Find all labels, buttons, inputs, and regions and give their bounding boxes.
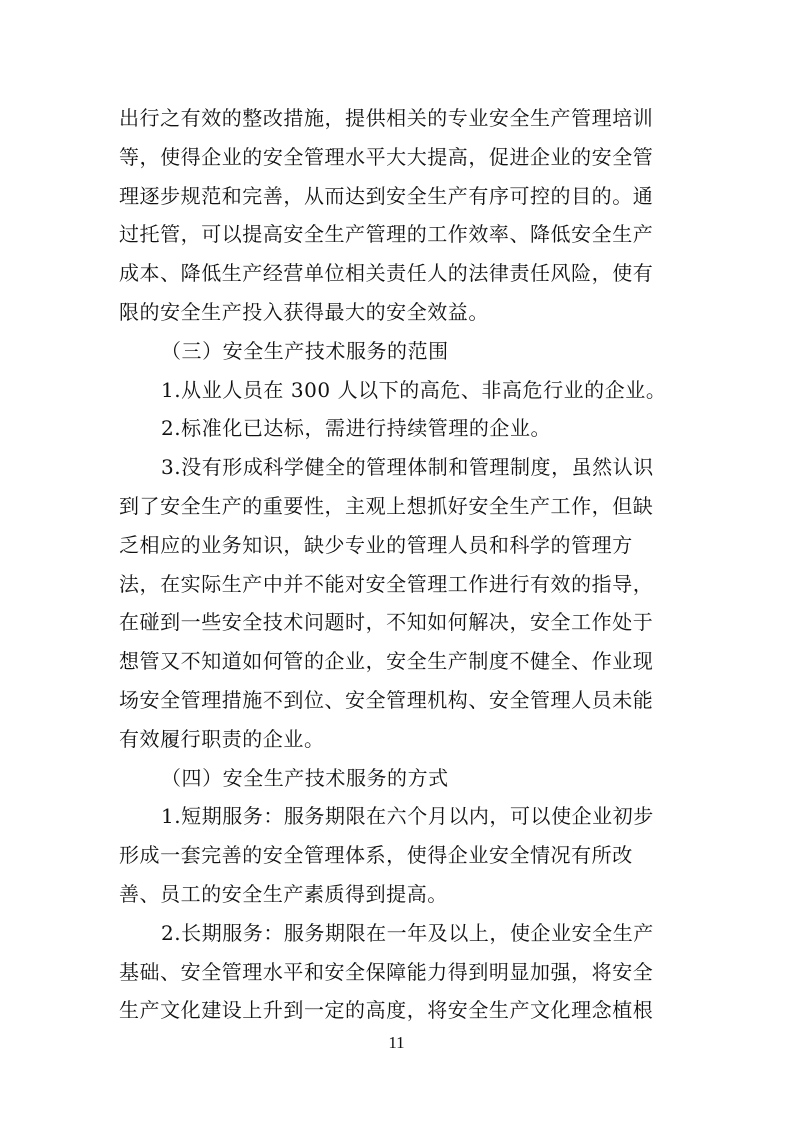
- text-line: 形成一套完善的安全管理体系，使得企业安全情况有所改: [119, 843, 633, 868]
- text-line: 到了安全生产的重要性，主观上想抓好安全生产工作，但缺: [119, 493, 654, 518]
- text-line: 生产文化建设上升到一定的高度，将安全生产文化理念植根: [119, 998, 654, 1023]
- list-item: 2.长期服务：服务期限在一年及以上，使企业安全生产: [161, 920, 654, 945]
- section-heading: （四）安全生产技术服务的方式: [161, 765, 449, 790]
- text-line: 想管又不知道如何管的企业，安全生产制度不健全、作业现: [119, 649, 654, 674]
- text-line: 乏相应的业务知识，缺少专业的管理人员和科学的管理方: [119, 532, 633, 557]
- text-line: 在碰到一些安全技术问题时，不知如何解决，安全工作处于: [119, 610, 654, 635]
- text-line: 法，在实际生产中并不能对安全管理工作进行有效的指导，: [119, 571, 654, 596]
- text-line: 有效履行职责的企业。: [119, 726, 325, 751]
- text-line: 过托管，可以提高安全生产管理的工作效率、降低安全生产: [119, 222, 654, 247]
- body-text: [119, 99, 679, 1030]
- list-item: 1.从业人员在 300 人以下的高危、非高危行业的企业。: [161, 377, 667, 402]
- text-line: 善、员工的安全生产素质得到提高。: [119, 881, 448, 906]
- list-item: 3.没有形成科学健全的管理体制和管理制度，虽然认识: [161, 455, 654, 480]
- text-line: 基础、安全管理水平和安全保障能力得到明显加强，将安全: [119, 959, 654, 984]
- text-line: 理逐步规范和完善，从而达到安全生产有序可控的目的。通: [119, 183, 654, 208]
- list-item: 2.标准化已达标，需进行持续管理的企业。: [161, 416, 552, 441]
- text-line: 限的安全生产投入获得最大的安全效益。: [119, 299, 489, 324]
- page-number: 11: [388, 1033, 405, 1052]
- section-heading: （三）安全生产技术服务的范围: [161, 338, 449, 363]
- text-line: 出行之有效的整改措施，提供相关的专业安全生产管理培训: [119, 106, 654, 130]
- text-line: 成本、降低生产经营单位相关责任人的法律责任风险，使有: [119, 261, 654, 286]
- text-line: 等，使得企业的安全管理水平大大提高，促进企业的安全管: [119, 144, 654, 169]
- text-line: 场安全管理措施不到位、安全管理机构、安全管理人员未能: [119, 687, 654, 712]
- list-item: 1.短期服务：服务期限在六个月以内，可以使企业初步: [161, 804, 654, 829]
